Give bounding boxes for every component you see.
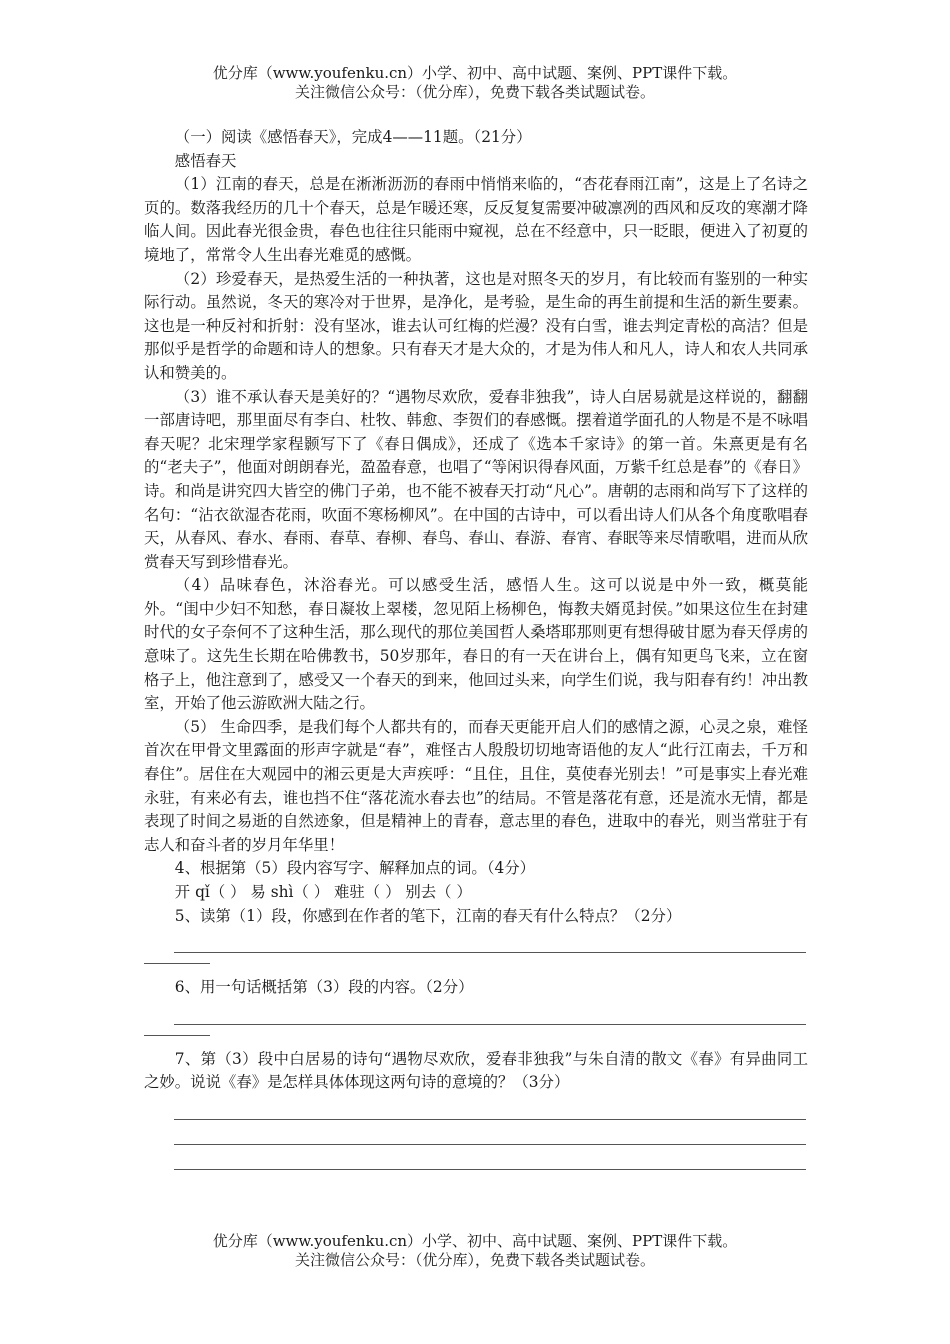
answer-line[interactable]	[174, 1010, 806, 1025]
answer-line[interactable]	[174, 1105, 806, 1120]
answer-line-tail	[144, 1025, 210, 1036]
question-4: 4、根据第（5）段内容写字、解释加点的词。（4分）	[174, 859, 536, 878]
paragraph-4: （4）品味春色，沐浴春光。可以感受生活，感悟人生。这可以说是中外一致，概莫能外。“闺中少妇不知愁，春日凝妆上翠楼，忽见陌上杨柳色，悔教夫婿觅封侯。”如果这位生在封建时代的女子奈何不了这种生活，那么现代的那位美国哲人桑塔耶那则更有想得破甘愿为春天俘虏的意味了。这先生长期在哈佛教书，50岁那年，春日的有一天在讲台上，偶有知更鸟飞来，立在窗格子上，他注意到了，感受又一个春天的到来，他回过头来，向学生们说，我与阳春有约！冲出教室，开始了他云游欧洲大陆之行。	[144, 576, 808, 713]
footer-line-1: 优分库（www.youfenku.cn）小学、初中、高中试题、案例、PPT课件下载。	[212, 1232, 738, 1250]
answer-line[interactable]	[174, 938, 806, 953]
page-header	[0, 64, 950, 102]
question-4-items: 开 qǐ（ ） 易 shì（ ） 难驻（ ） 别去（ ）	[174, 883, 472, 901]
paragraph-2: （2）珍爱春天，是热爱生活的一种执著，这也是对照冬天的岁月，有比较而有鉴别的一种实际行动。虽然说，冬天的寒冷对于世界，是净化，是考验，是生命的再生前提和生活的新生要素。这也是一种反衬和折射：没有坚冰，谁去认可红梅的烂漫？没有白雪，谁去判定青松的高洁？但是那似乎是哲学的命题和诗人的想象。只有春天才是大众的，才是为伟人和凡人，诗人和农人共同承认和赞美的。	[144, 269, 808, 382]
header-line-2: 关注微信公众号：（优分库），免费下载各类试题试卷。	[294, 83, 655, 101]
page-footer	[0, 1232, 950, 1270]
header-line-1: 优分库（www.youfenku.cn）小学、初中、高中试题、案例、PPT课件下载。	[212, 64, 738, 82]
answer-line[interactable]	[174, 1155, 806, 1170]
paragraph-1: （1）江南的春天，总是在淅淅沥沥的春雨中悄悄来临的，“杏花春雨江南”，这是上了名诗之页的。数落我经历的几十个春天，总是乍暖还寒，反反复复需要冲破凛冽的西风和反攻的寒潮才降临人间。因此春光很金贵，春色也往往只能雨中窥视，总在不经意中，只一眨眼，便进入了初夏的境地了，常常令人生出春光难觅的感慨。	[144, 175, 808, 264]
answer-line-tail	[144, 953, 210, 964]
footer-line-2: 关注微信公众号：（优分库），免费下载各类试题试卷。	[294, 1251, 655, 1269]
article-title: 感悟春天	[174, 151, 237, 170]
question-7: 7、第（3）段中白居易的诗句“遇物尽欢欣，爱春非独我”与朱自清的散文《春》有异曲同工之妙。说说《春》是怎样具体体现这两句诗的意境的？（3分）	[144, 1049, 808, 1092]
answer-line[interactable]	[174, 1130, 806, 1145]
section-intro: （一）阅读《感悟春天》，完成4——11题。（21分）	[174, 128, 532, 146]
question-6: 6、用一句话概括第（3）段的内容。（2分）	[174, 978, 474, 997]
document-body	[144, 126, 808, 1170]
paragraph-5: （5） 生命四季，是我们每个人都共有的，而春天更能开启人们的感情之源，心灵之泉，难怪首次在甲骨文里露面的形声字就是“春”，难怪古人殷殷切切地寄语他的友人“此行江南去，千万和春住”。居住在大观园中的湘云更是大声疾呼：“且住，且住，莫使春光别去！”可是事实上春光难永驻，有来必有去，谁也挡不住“落花流水春去也”的结局。不管是落花有意，还是流水无情，都是表现了时间之易逝的自然迹象，但是精神上的青春，意志里的春色，进取中的春光，则当常驻于有志人和奋斗者的岁月年华里！	[144, 717, 808, 854]
question-5: 5、读第（1）段，你感到在作者的笔下，江南的春天有什么特点？（2分）	[174, 906, 682, 925]
paragraph-3: （3）谁不承认春天是美好的？“遇物尽欢欣，爱春非独我”，诗人白居易就是这样说的，翻翻一部唐诗吧，那里面尽有李白、杜牧、韩愈、李贺们的春感慨。摆着道学面孔的人物是不是不咏唱春天呢？北宋理学家程颢写下了《春日偶成》，还成了《选本千家诗》的第一首。朱熹更是有名的“老夫子”，他面对朗朗春光，盈盈春意，也唱了“等闲识得春风面，万紫千红总是春”的《春日》诗。和尚是讲究四大皆空的佛门子弟，也不能不被春天打动“凡心”。唐朝的志雨和尚写下了这样的名句：“沾衣欲湿杏花雨，吹面不寒杨柳风”。在中国的古诗中，可以看出诗人们从各个角度歌唱春天，从春风、春水、春雨、春草、春柳、春鸟、春山、春游、春宵、春眠等来尽情歌唱，进而从欣赏春天写到珍惜春光。	[144, 387, 808, 571]
